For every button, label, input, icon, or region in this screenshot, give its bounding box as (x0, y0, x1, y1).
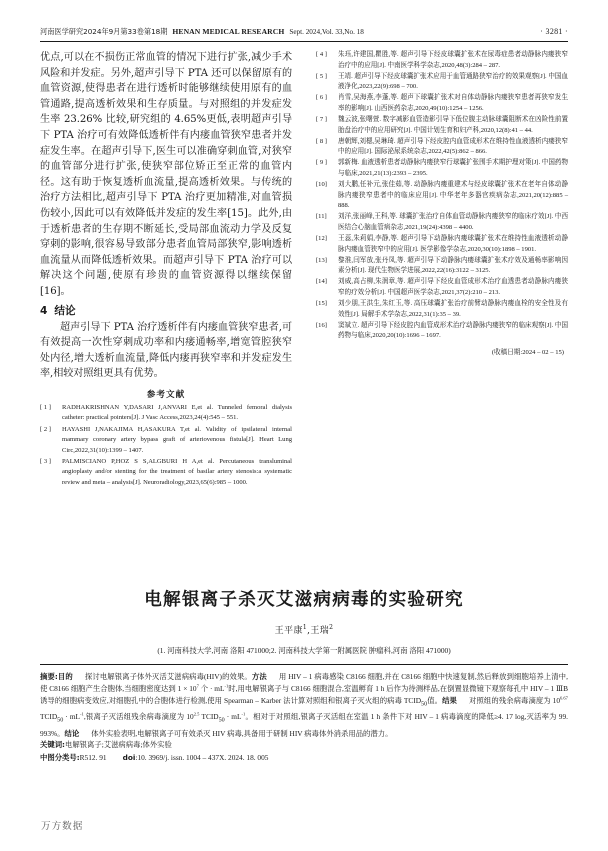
reference-item (316, 72, 568, 93)
reference-item (316, 158, 568, 179)
abstract-conclusion-text: 体外实验表明,电解银离子可有效杀灭 HIV 病毒,具备用于研制 HIV 病毒体外消杀用品的潜力。 (91, 728, 393, 738)
article-title: 电解银离子杀灭艾滋病病毒的实验研究 (144, 590, 464, 610)
reference-number: [11] (316, 213, 327, 221)
article-header (40, 588, 568, 765)
reference-number: [15] (316, 300, 327, 308)
reference-number: [ 7 ] (316, 116, 327, 124)
reference-text: 朱珏,许建国,瞿胜,等. 超声引导下经皮球囊扩张术在尿毒症患者动静脉内瘘狭窄治疗中的应用[J]. 中南医学科学杂志,2020,48(3):284 – 287. (338, 51, 568, 69)
abstract-results-label: 结果 (442, 695, 457, 705)
article-divider-rule (40, 664, 568, 665)
reference-item (316, 50, 568, 71)
article-authors: 王平康$^1$,王瑞$^2$ (274, 624, 334, 636)
reference-text: 刘少朋,王洪生,朱红玉,等. 高压球囊扩张治疗前臂动静脉内瘘血栓的安全性及有效性[J]. 局解手术学杂志,2022,31(1):35 – 39. (338, 300, 568, 318)
reference-number: [ 2 ] (40, 425, 51, 433)
references-heading: 参考文献 (146, 389, 186, 400)
reference-text: RADHAKRISHNAN Y,DASARI J,ANVARI E,et al. Tunneled femoral dialysis catheter: practical pointers[J]. J Vasc Access,2023,24(4):545 – 551. (62, 403, 292, 422)
reference-number: [ 4 ] (316, 51, 327, 58)
reference-number: [14] (316, 278, 327, 286)
reference-item (316, 234, 568, 255)
page-number: · 3281 · (540, 27, 568, 36)
keywords-line (40, 739, 568, 752)
running-head-left (40, 28, 364, 37)
reference-item (316, 299, 568, 320)
reference-number: [ 3 ] (40, 457, 51, 465)
abstract-methods-label: 方法 (251, 672, 267, 681)
reference-text: 王靖. 超声引导下经皮球囊扩张术应用于血管通路狭窄治疗的效果观察[J]. 中国血液净化,2023,22(9):698 – 700. (338, 72, 568, 91)
section-heading-conclusion (40, 303, 292, 319)
abstract-results-text: 对照组的残余病毒滴度为 $10^{6.67}$ $TCID_{50} \cdot mL^{-1}$,银离子灭活组残余病毒滴度为 $10^{2.5}$ $TCID_{50} \cdot mL^{-1}$。相对于对照组,银离子灭活组在室温 1 h 条件下对 HIV – 1 病毒滴度的降低≥4. 17 log,灭活率为 99. 993%。 (40, 695, 568, 738)
running-head-rule (40, 41, 568, 42)
reference-number: [ 9 ] (316, 159, 327, 167)
clc-doi-line (40, 752, 568, 765)
right-column (316, 50, 568, 356)
reference-number: [13] (316, 256, 327, 264)
reference-number: [ 6 ] (316, 94, 327, 102)
reference-number: [ 5 ] (316, 72, 327, 80)
abstract-conclusion-label: 结论 (64, 728, 80, 738)
conclusion-paragraph: 超声引导下 PTA 治疗透析伴有内瘘血管狭窄患者,可有效提高一次性穿刺成功率和内瘘通畅率,增宽管腔狭窄处内径,增大透析血流量,降低内瘘再狭窄率和并发症发生率,相较对照组更具有优势。 (40, 321, 292, 380)
reference-item (316, 321, 568, 342)
reference-number: [16] (316, 321, 327, 329)
reference-item (316, 256, 568, 277)
clc-value: R512. 91 (79, 753, 107, 763)
reference-number: [ 1 ] (40, 403, 51, 411)
doi-label: doi (122, 753, 136, 763)
reference-text: 郭新梅. 血液透析患者动静脉内瘘狭窄行球囊扩张围手术期护理对策[J]. 中国药物与临床,2021,21(13):2393 – 2395. (338, 159, 568, 178)
keywords-value: 电解银离子;艾滋病病毒;体外实验 (64, 740, 172, 750)
running-head-journal-en: HENAN MEDICAL RESEARCH (172, 27, 285, 36)
two-column-region (40, 50, 568, 570)
reference-item (316, 93, 568, 114)
running-head (40, 28, 568, 37)
reference-item (40, 457, 292, 489)
reference-text: 王蕊,朱莉娟,李静,等. 超声引导下动静脉内瘘球囊扩张术在维持性血液透析动静脉内瘘血管狭窄中的应用[J]. 医学影像学杂志,2020,30(10):1898 – 1901. (338, 235, 568, 253)
doi-value: :10. 3969/j. issn. 1004 – 437X. 2024. 18. 005 (135, 753, 269, 763)
running-head-journal-cn: 河南医学研究2024年9月第33卷第18期 (40, 27, 168, 36)
reference-item (316, 212, 568, 233)
reference-text: 黎淮,闫军放,张丹凤,等. 超声引导下动静脉内瘘球囊扩张术疗效及通畅率影响因素分析[J]. 现代生物医学进展,2022,22(16):3122 – 3125. (338, 256, 568, 275)
reference-item (316, 180, 568, 212)
reference-text: 刘大鹏,任补元,张佳茹,等. 动静脉内瘘重建术与经皮球囊扩张术在老年自体动静脉内瘘狭窄患者中的临床应用[J]. 中华老年多器官疾病杂志,2021,20(12):885 – 888. (338, 181, 568, 210)
reference-text: HAYASHI J,NAKAJIMA H,ASAKURA T,et al. Validity of ipsilateral internal mammary coronary artery bypass graft of arteriovenous fistula[J]. Heart Lung Circ,2022,31(10):1399 – 1407. (62, 425, 292, 454)
left-column (40, 50, 292, 489)
abstract-methods-text: 用 HIV – 1 病毒感染 C8166 细胞,并在 C8166 细胞中快速复制,然后释放到细胞培养上清中,使 C8166 细胞产生合胞体,当细胞密度达到 $1 \times 10^7$ 个 · $mL^{-1}$时,用电解银离子与 C8166 细胞混合,室温孵育 1 h 后作为待测样品,在倒置显微镜下观察每孔中 HIV – 1 ⅢB 诱导的细胞病变效应,对细胞孔中的合胞体进行检测,使用 Spearman – Karber 法计算对照组和银离子灭火组的病毒 $TCID_{50}$值。 (40, 672, 568, 708)
reference-text: 肖雪,吴海燕,李蓬,等. 超声下球囊扩张术对自体动静脉内瘘狭窄患者再狭窄发生率的影响[J]. 山西医药杂志,2020,49(10):1254 – 1256. (338, 94, 568, 112)
reference-number: [ 8 ] (316, 137, 327, 145)
reference-item (40, 425, 292, 457)
article-affiliation: (1. 河南科技大学,河南 洛阳 471000;2. 河南科技大学第一附属医院 肿瘤科,河南 洛阳 471000) (157, 646, 451, 655)
reference-text: PALMISCIANO P,HOZ S S,ALGBURI H A,et al. Percutaneous transluminal angioplasty and/or stenting for the treatment of basilar artery stenosis:a systematic review and meta – analysis[J]. Neuroradiology,2023,65(6):985 – 1000. (62, 457, 292, 487)
reference-item (316, 277, 568, 298)
section-title: 结论 (54, 304, 76, 317)
body-paragraph: 优点,可以在不损伤正常血管的情况下进行扩张,减少手术风险和并发症。另外,超声引导下 PTA 还可以保留原有的血管资源,使得患者在进行透析时能够继续使用原有的血管通路,提高透析效果和生存质量。与对照组的并发症发生率 23.26% 比较,研究组的 4.65%更低,表明超声引导下 PTA 治疗可有效降低透析伴有内瘘血管狭窄患者并发症发生率。在超声引导下,医生可以准确穿刺血管,对狭窄的血管部分进行扩张,使狭窄部位矫正至正常的血管内径。这有助于恢复透析血流量,提高透析效果。与传统的治疗方法相比,超声引导下 PTA 治疗更加精准,对血管损伤较小,因此可以有效降低并发症的发生率[15]。此外,由于透析患者的生存期不断延长,受局部血流动力学及反复穿刺的影响,很容易导致部分患者血管局部狭窄,影响透析血流量从而降低透析效果。而超声引导下 PTA 治疗可以解决这个问题,使原有珍贵的血管资源得以继续保留[16]。 (40, 52, 292, 297)
reference-text: 魏云波,张曙萱. 数字减影血管造影引导下低位腹主动脉球囊阻断术在凶险性前置胎盘治疗中的应用研究[J]. 中国计划生育和妇产科,2020,12(8):41 – 44. (338, 116, 568, 134)
reference-item (316, 137, 568, 158)
section-number: 4 (40, 304, 48, 317)
article-abstract (40, 671, 568, 739)
reference-number: [10] (316, 181, 327, 189)
reference-text: 刘威,高占柳,朱润章,等. 超声引导下经皮血管成形术治疗血透患者动静脉内瘘狭窄的疗效分析[J]. 中国超声医学杂志,2021,37(2):210 – 213. (338, 278, 568, 297)
abstract-objective-label: 目的 (57, 672, 73, 681)
reference-text: 刘洋,张丽峰,王科,等. 球囊扩张治疗自体血管动静脉内瘘狭窄的临床疗效[J]. 中西医结合心脑血管病杂志,2021,19(24):4398 – 4400. (338, 213, 568, 231)
reference-text: 窦斌立. 超声引导下经皮腔内血管成形术治疗动静脉内瘘狭窄的临床观察[J]. 中国药物与临床,2020,20(10):1696 – 1697. (338, 321, 568, 340)
reference-item (40, 403, 292, 424)
reference-item (316, 115, 568, 136)
keywords-label: 关键词: (40, 740, 65, 750)
running-head-issue: Sept. 2024,Vol. 33,No. 18 (289, 28, 364, 36)
abstract-objective-text: 探讨电解银离子体外灭活艾滋病病毒(HIV)的效果。 (84, 672, 252, 681)
wanfang-data-watermark: 万方数据 (41, 821, 84, 832)
received-date: (收稿日期:2024 – 02 – 15) (491, 349, 564, 357)
clc-label: 中图分类号: (40, 753, 80, 763)
abstract-label: 摘要: (40, 672, 58, 681)
reference-number: [12] (316, 235, 327, 243)
reference-text: 唐朝辉,刘楒,吴琳琦. 超声引导下经皮腔内血管成形术在维持性血液透析内瘘狭窄中的应用[J]. 国际泌尿系统杂志,2022,42(5):862 – 866. (338, 137, 568, 156)
